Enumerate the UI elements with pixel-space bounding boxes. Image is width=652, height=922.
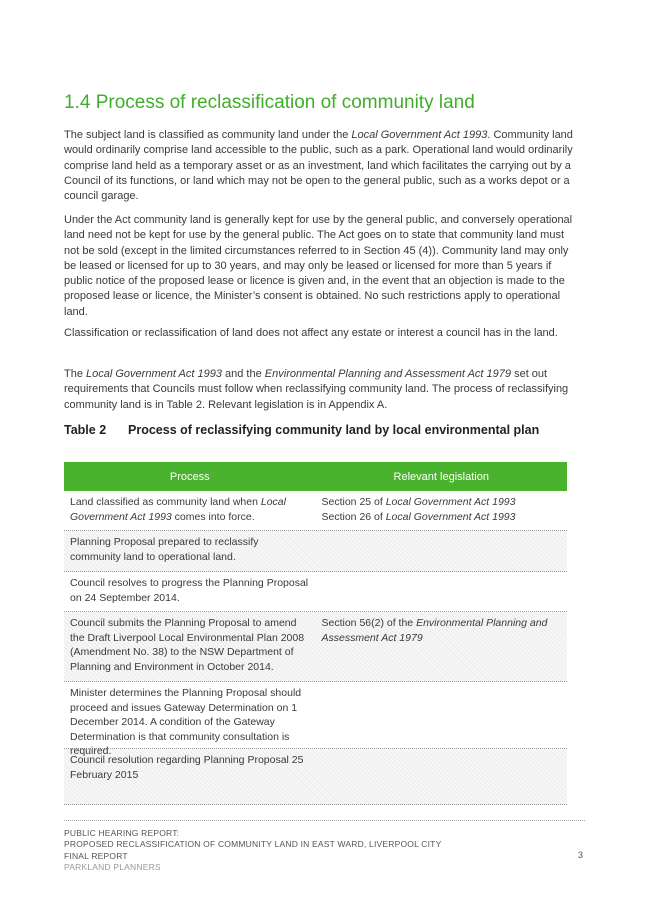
- process-cell: Planning Proposal prepared to reclassify community land to operational land.: [70, 536, 259, 563]
- cell-text: Section 56(2) of the: [321, 617, 417, 629]
- table-title: Process of reclassifying community land by local environmental plan: [128, 423, 540, 437]
- legislation-cell: [316, 612, 568, 681]
- paragraph-estate-interest: Classification or reclassification of land does not affect any estate or interest a council has in the land.: [64, 327, 558, 339]
- process-cell: [64, 491, 316, 530]
- legislation-cell: [316, 531, 568, 571]
- footer-report-title: PROPOSED RECLASSIFICATION OF COMMUNITY LAND IN EAST WARD, LIVERPOOL CITY: [64, 839, 442, 850]
- paragraph-text: set out requirements that Councils must follow when reclassifying community land. The process of reclassifying community land is in Table 2. Relevant legislation is in Appendix A.: [64, 368, 569, 411]
- footer-report-type: PUBLIC HEARING REPORT:: [64, 828, 180, 838]
- footer-divider: [64, 820, 585, 821]
- footer-organisation: PARKLAND PLANNERS: [64, 861, 161, 872]
- table-number: Table 2: [64, 423, 107, 437]
- act-title: Local Government Act 1993: [351, 129, 488, 141]
- paragraph-classification: [64, 128, 574, 204]
- legislation-line: [322, 510, 562, 525]
- legislation-cell: [316, 682, 568, 748]
- paragraph-text: . Community land would ordinarily comprise land accessible to the public, such as a park. Operational land would ordinarily comprise land held as a temporary asset or as an investment, land which facilitates the carrying out by a Council of its functions, or land which may not be open to the general public, such as a works depot or a council garage.: [64, 129, 573, 203]
- page-footer: [64, 828, 588, 873]
- process-cell: Council resolves to progress the Planning Proposal on 24 September 2014.: [70, 577, 309, 604]
- legislation-cell: [316, 749, 568, 804]
- act-title: Environmental Planning and Assessment Act 1979: [264, 368, 512, 380]
- footer-report-status: FINAL REPORT: [64, 850, 128, 861]
- page-number: 3: [578, 850, 584, 860]
- paragraph-text: The subject land is classified as community land under the: [64, 129, 352, 141]
- act-title: Local Government Act 1993: [385, 510, 516, 523]
- act-title: Local Government Act 1993: [86, 368, 222, 380]
- act-title: Environmental Planning and Assessment Act 1979: [321, 617, 548, 644]
- table-row: [64, 531, 567, 572]
- reclassification-table: [64, 462, 567, 805]
- legislation-cell: [316, 572, 568, 611]
- table-row: [64, 749, 567, 805]
- process-cell: Minister determines the Planning Proposal should proceed and issues Gateway Determination on 1 December 2014. A condition of the Gateway Determination is that community consultation is required.: [70, 687, 302, 758]
- header-process: Process: [169, 470, 210, 483]
- act-title: Local Government Act 1993: [70, 496, 286, 523]
- paragraph-community-land-rules: Under the Act community land is generally kept for use by the general public, and conversely operational land need not be kept for use by the general public. The Act goes on to state that community land must not be sold (except in the limited circumstances referred to in Section 45 (4)). Community land may only be leased or licensed for up to 30 years, and may only be leased or licensed for more than 5 years if public notice of the proposed lease or licence is given and, in the event that an objection is made to the proposed lease or licence, the Minister’s consent is obtained. No such restrictions apply to operational land.: [64, 214, 573, 318]
- act-title: Local Government Act 1993: [385, 496, 516, 508]
- table-row: [64, 572, 567, 612]
- header-legislation: Relevant legislation: [393, 470, 489, 483]
- process-cell: Council resolution regarding Planning Proposal 25 February 2015: [70, 754, 304, 781]
- cell-text: Section 26 of: [321, 510, 386, 523]
- table-header: [64, 462, 567, 491]
- section-heading: 1.4 Process of reclassification of community land: [64, 92, 475, 113]
- table-caption: [64, 423, 539, 437]
- legislation-line: [322, 495, 562, 510]
- paragraph-requirements: [64, 367, 574, 413]
- cell-text: comes into force.: [171, 510, 255, 523]
- paragraph-text: and the: [221, 368, 265, 380]
- cell-text: Section 25 of: [321, 496, 386, 508]
- cell-text: Land classified as community land when: [70, 496, 261, 508]
- table-row: [64, 682, 567, 758]
- legislation-cell: [316, 491, 568, 530]
- table-row: [64, 491, 567, 531]
- table-row: [64, 612, 567, 682]
- process-cell: Council submits the Planning Proposal to amend the Draft Liverpool Local Environmental Plan 2008 (Amendment No. 38) to the NSW Department of Planning and Environment in October 2014.: [70, 617, 305, 673]
- paragraph-text: The: [64, 368, 87, 380]
